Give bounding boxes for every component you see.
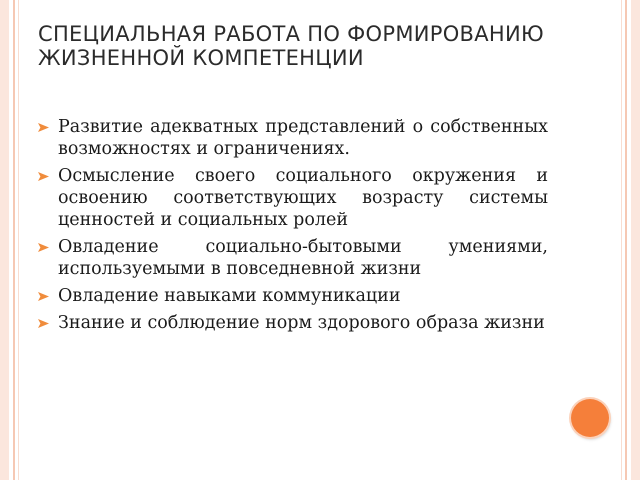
right-border-stripe <box>631 0 640 480</box>
list-item-text: Овладение навыками коммуникации <box>58 286 401 306</box>
list-item-text: Знание и соблюдение норм здорового образа жизни <box>58 313 545 333</box>
bullet-arrow-icon <box>38 319 49 328</box>
left-border-stripe <box>0 0 9 480</box>
left-border-thin-line <box>18 0 19 480</box>
decorative-circle-icon <box>571 399 609 437</box>
right-border-thin-line <box>621 0 622 480</box>
list-item <box>38 236 548 280</box>
bullet-arrow-icon <box>38 172 49 181</box>
list-item-text: Осмысление своего социального окружения и освоению соответствующих возрасту системы ценностей и социальных ролей <box>58 166 548 230</box>
right-border-line <box>625 0 627 480</box>
list-item-text: Овладение социально-бытовыми умениями, используемыми в повседневной жизни <box>58 237 548 279</box>
list-item <box>38 116 548 160</box>
slide-title: СПЕЦИАЛЬНАЯ РАБОТА ПО ФОРМИРОВАНИЮ ЖИЗНЕННОЙ КОМПЕТЕНЦИИ <box>38 22 544 70</box>
bullet-arrow-icon <box>38 123 49 132</box>
list-item <box>38 165 548 231</box>
list-item-text: Развитие адекватных представлений о собственных возможностях и ограничениях. <box>58 117 548 159</box>
bullet-arrow-icon <box>38 243 49 252</box>
list-item <box>38 285 548 307</box>
list-item <box>38 312 548 334</box>
bullet-arrow-icon <box>38 292 49 301</box>
left-border-line <box>13 0 15 480</box>
bullet-list <box>38 116 548 339</box>
